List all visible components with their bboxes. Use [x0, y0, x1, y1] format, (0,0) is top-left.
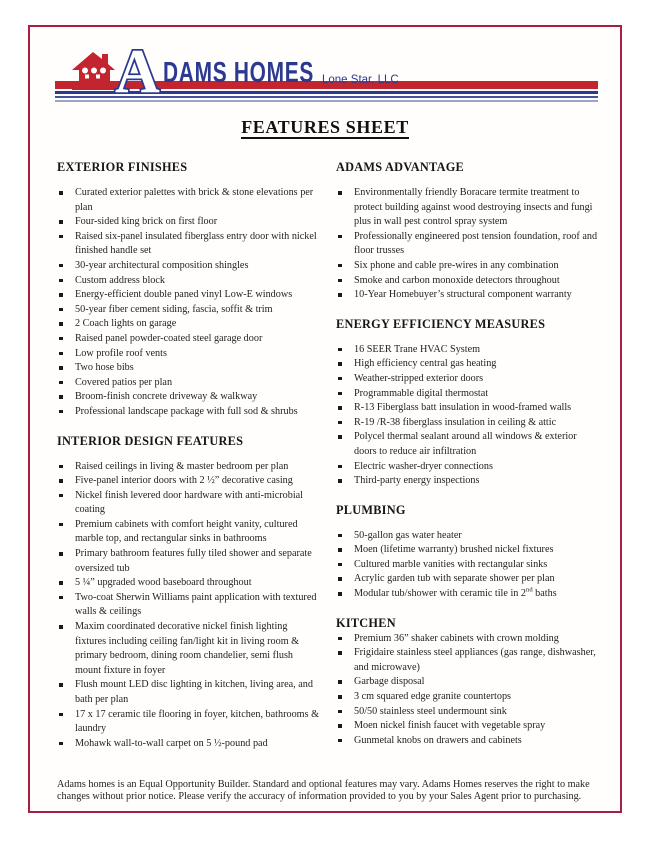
feature-list [336, 343, 600, 489]
title-row [30, 116, 620, 138]
feature-text: 50-year fiber cement siding, fascia, soffit & trim [75, 303, 273, 315]
feature-item [336, 230, 600, 259]
feature-text: 10-Year Homebuyer’s structural component warranty [354, 289, 572, 301]
feature-item [336, 572, 600, 587]
feature-item [57, 376, 321, 391]
feature-text: Raised six-panel insulated fiberglass entry door with nickel finished handle set [75, 230, 317, 257]
feature-list [336, 632, 600, 749]
feature-item [336, 474, 600, 489]
feature-text: Mohawk wall-to-wall carpet on 5 ½-pound pad [75, 737, 268, 749]
feature-item [336, 675, 600, 690]
section-heading: INTERIOR DESIGN FEATURES [57, 433, 244, 448]
bullet-icon [59, 264, 63, 268]
feature-text: Nickel finish levered door hardware with anti-microbial coating [75, 489, 304, 516]
bullet-icon [59, 191, 63, 195]
feature-item [57, 678, 321, 707]
bullet-icon [338, 577, 342, 581]
feature-text: Custom address block [75, 274, 165, 286]
bullet-icon [59, 596, 63, 600]
feature-text: Gunmetal knobs on drawers and cabinets [354, 734, 522, 746]
feature-item [336, 416, 600, 431]
adams-homes-house-icon [71, 41, 183, 98]
page-title: FEATURES SHEET [241, 117, 409, 137]
feature-item [57, 274, 321, 289]
bullet-icon [338, 362, 342, 366]
bullet-icon [338, 651, 342, 655]
feature-text: Five-panel interior doors with 2 ½” decorative casing [75, 475, 293, 487]
brand-suffix-text: Lone Star, LLC [322, 74, 399, 86]
feature-text: Premium 36” shaker cabinets with crown molding [354, 632, 559, 644]
bullet-icon [338, 479, 342, 483]
feature-item [57, 474, 321, 489]
feature-item [336, 460, 600, 475]
feature-text: Environmentally friendly Boracare termite treatment to protect building against wood destroying insects and fungi plus in wall pest control spray system [354, 187, 593, 228]
feature-text: Six phone and cable pre-wires in any combination [354, 259, 559, 271]
feature-item [57, 620, 321, 678]
feature-text: Moen nickel finish faucet with vegetable spray [354, 720, 546, 732]
brand-name-text: DAMS HOMES [163, 57, 315, 89]
feature-item [57, 576, 321, 591]
feature-item [336, 558, 600, 573]
bullet-icon [59, 395, 63, 399]
feature-text: 50/50 stainless steel undermount sink [354, 705, 507, 717]
feature-text: Covered patios per plan [75, 376, 173, 388]
page-border-frame [28, 25, 622, 813]
feature-item [57, 518, 321, 547]
feature-item [336, 430, 600, 459]
bullet-icon [338, 695, 342, 699]
feature-item [57, 737, 321, 752]
bullet-icon [338, 548, 342, 552]
feature-text: 3 cm squared edge granite countertops [354, 691, 512, 703]
bullet-icon [338, 235, 342, 239]
bullet-icon [338, 377, 342, 381]
bullet-icon [59, 713, 63, 717]
section-heading: ADAMS ADVANTAGE [336, 160, 464, 174]
bullet-icon [59, 220, 63, 224]
feature-item [57, 230, 321, 259]
feature-text: Moen (lifetime warranty) brushed nickel fixtures [354, 544, 554, 556]
bullet-icon [59, 683, 63, 687]
feature-text: Programmable digital thermostat [354, 387, 489, 399]
feature-item [57, 390, 321, 405]
feature-text: Garbage disposal [354, 676, 425, 688]
feature-text: R-19 /R-38 fiberglass insulation in ceiling & attic [354, 416, 557, 428]
bullet-icon [338, 592, 342, 596]
bullet-icon [338, 710, 342, 714]
feature-text: 50-gallon gas water heater [354, 529, 462, 541]
bullet-icon [338, 348, 342, 352]
feature-text: Polycel thermal sealant around all windows & exterior doors to reduce air infiltration [354, 431, 577, 457]
feature-text: Modular tub/shower with ceramic tile in 2nd baths [354, 586, 557, 600]
feature-item [336, 372, 600, 387]
bullet-icon [59, 552, 63, 556]
two-column-body [30, 160, 620, 751]
bullet-icon [338, 563, 342, 567]
feature-text: 5 ¼” upgraded wood baseboard throughout [75, 577, 252, 589]
feature-list [336, 529, 600, 602]
feature-text: Premium cabinets with comfort height vanity, cultured marble top, and rectangular sinks in bathrooms [75, 518, 298, 545]
bullet-icon [59, 625, 63, 629]
bullet-icon [338, 392, 342, 396]
section-adams-advantage [336, 160, 600, 303]
feature-list [336, 186, 600, 303]
bullet-icon [59, 366, 63, 370]
feature-item [336, 690, 600, 705]
feature-text: Cultured marble vanities with rectangular sinks [354, 558, 548, 570]
brand-initial-letter: A [115, 41, 160, 98]
feature-text: Raised panel powder-coated steel garage door [75, 332, 263, 344]
feature-item [57, 303, 321, 318]
feature-item [336, 632, 600, 647]
bullet-icon [338, 421, 342, 425]
feature-item [336, 719, 600, 734]
bullet-icon [59, 410, 63, 414]
feature-text: Four-sided king brick on first floor [75, 216, 218, 228]
feature-item [336, 343, 600, 358]
feature-text: Smoke and carbon monoxide detectors throughout [354, 274, 560, 286]
feature-text: Flush mount LED disc lighting in kitchen, living area, and bath per plan [75, 679, 313, 705]
bullet-icon [338, 406, 342, 410]
feature-item [57, 186, 321, 215]
bullet-icon [59, 337, 63, 341]
feature-item [336, 288, 600, 303]
footer-disclaimer: Adams homes is an Equal Opportunity Builder. Standard and optional features may vary. Adams Homes reserves the right to make changes without prior notice. Please verify the accuracy of information provided to you by your Sales Agent prior to purchasing. [57, 778, 590, 803]
bullet-icon [59, 479, 63, 483]
feature-text: Weather-stripped exterior doors [354, 372, 484, 384]
feature-item [336, 543, 600, 558]
feature-item [57, 317, 321, 332]
section-energy-efficiency-measures [336, 317, 600, 489]
feature-item [336, 587, 600, 602]
feature-text: Maxim coordinated decorative nickel finish lighting fixtures including ceiling fan/light kit in living room & primary bedroom, dining room chandelier, semi flush mount fixture in foyer [75, 621, 300, 676]
bullet-icon [338, 637, 342, 641]
bullet-icon [338, 435, 342, 439]
feature-text: Curated exterior palettes with brick & stone elevations per plan [75, 187, 314, 213]
section-heading: PLUMBING [336, 502, 406, 517]
feature-text: Energy-efficient double paned vinyl Low-E windows [75, 289, 293, 301]
feature-item [57, 489, 321, 518]
feature-item [336, 259, 600, 274]
feature-item [57, 460, 321, 475]
section-interior-design-features [57, 434, 321, 752]
feature-text: Broom-finish concrete driveway & walkway [75, 391, 258, 403]
bullet-icon [338, 739, 342, 743]
bullet-icon [59, 742, 63, 746]
section-heading: EXTERIOR FINISHES [57, 160, 188, 174]
feature-item [57, 332, 321, 347]
bullet-icon [338, 264, 342, 268]
feature-text: Raised ceilings in living & master bedroom per plan [75, 460, 289, 472]
feature-item [336, 387, 600, 402]
feature-text: Primary bathroom features fully tiled shower and separate oversized tub [75, 548, 312, 574]
bullet-icon [59, 581, 63, 585]
brand-header [30, 40, 620, 103]
feature-text: R-13 Fiberglass batt insulation in wood-framed walls [354, 402, 572, 414]
feature-item [336, 274, 600, 289]
section-heading: KITCHEN [336, 615, 396, 630]
bullet-icon [59, 381, 63, 385]
feature-item [57, 547, 321, 576]
feature-text: 17 x 17 ceramic tile flooring in foyer, kitchen, bathrooms & laundry [75, 708, 320, 735]
left-column [57, 160, 321, 751]
feature-list [57, 186, 321, 420]
bullet-icon [59, 523, 63, 527]
feature-text: 16 SEER Trane HVAC System [354, 343, 481, 355]
feature-text: Acrylic garden tub with separate shower per plan [354, 573, 555, 585]
bullet-icon [338, 534, 342, 538]
bullet-icon [338, 191, 342, 195]
bullet-icon [338, 293, 342, 297]
feature-text: Frigidaire stainless steel appliances (gas range, dishwasher, and microwave) [354, 647, 596, 673]
feature-item [57, 288, 321, 303]
bullet-icon [338, 279, 342, 283]
feature-text: Electric washer-dryer connections [354, 460, 493, 472]
feature-item [57, 591, 321, 620]
feature-text: 2 Coach lights on garage [75, 318, 177, 330]
feature-text: High efficiency central gas heating [354, 358, 497, 370]
feature-text: Professionally engineered post tension foundation, roof and floor trusses [354, 230, 598, 257]
feature-item [336, 186, 600, 230]
bullet-icon [59, 465, 63, 469]
feature-item [57, 405, 321, 420]
feature-item [57, 361, 321, 376]
feature-item [57, 708, 321, 737]
bullet-icon [59, 279, 63, 283]
feature-item [336, 734, 600, 749]
section-kitchen [336, 616, 600, 749]
feature-item [336, 401, 600, 416]
feature-text: 30-year architectural composition shingles [75, 259, 249, 271]
feature-item [57, 215, 321, 230]
section-plumbing [336, 503, 600, 602]
feature-item [336, 705, 600, 720]
section-exterior-finishes [57, 160, 321, 420]
feature-text: Third-party energy inspections [354, 475, 480, 487]
feature-list [57, 460, 321, 752]
bullet-icon [338, 465, 342, 469]
bullet-icon [59, 322, 63, 326]
bullet-icon [338, 680, 342, 684]
right-column [336, 160, 600, 751]
feature-item [336, 529, 600, 544]
stripe-light-rule [55, 100, 598, 102]
bullet-icon [338, 724, 342, 728]
feature-text: Two hose bibs [75, 362, 134, 374]
section-heading: ENERGY EFFICIENCY MEASURES [336, 316, 546, 331]
bullet-icon [59, 293, 63, 297]
feature-item [57, 347, 321, 362]
feature-item [336, 357, 600, 372]
bullet-icon [59, 494, 63, 498]
bullet-icon [59, 352, 63, 356]
feature-text: Professional landscape package with full sod & shrubs [75, 405, 298, 417]
feature-item [57, 259, 321, 274]
feature-text: Two-coat Sherwin Williams paint application with textured walls & ceilings [75, 591, 317, 618]
feature-text: Low profile roof vents [75, 347, 167, 359]
feature-item [336, 646, 600, 675]
bullet-icon [59, 308, 63, 312]
bullet-icon [59, 235, 63, 239]
